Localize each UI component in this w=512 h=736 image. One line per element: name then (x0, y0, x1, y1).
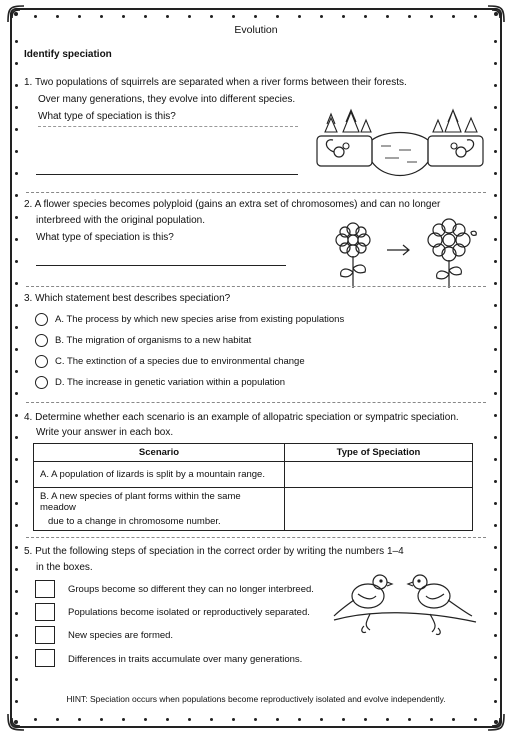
step-text-2: Populations become isolated or reproductively separated. (68, 607, 310, 618)
border-dot (15, 128, 18, 131)
border-dot (15, 216, 18, 219)
section-divider (26, 286, 486, 287)
scenario-b-line2: due to a change in chromosome number. (48, 516, 221, 527)
border-dot (320, 15, 323, 18)
border-dot (232, 718, 235, 721)
q1-answer-line[interactable] (36, 174, 298, 175)
step-box-2[interactable] (35, 603, 55, 621)
border-dot (474, 718, 477, 721)
birds-on-branch-illustration (330, 570, 480, 640)
border-dot (430, 15, 433, 18)
q2-answer-line[interactable] (36, 265, 286, 266)
step-box-4[interactable] (35, 649, 55, 667)
border-dot (15, 40, 18, 43)
corner-flourish-bottom-right (484, 710, 508, 734)
border-dot (15, 370, 18, 373)
q2-text-line1: 2. A flower species becomes polyploid (gains an extra set of chromosomes) and can no longer (24, 199, 441, 210)
step-text-4: Differences in traits accumulate over many generations. (68, 654, 303, 665)
q1-prompt: What type of speciation is this? (38, 111, 176, 122)
border-dot (494, 612, 497, 615)
border-dot (15, 524, 18, 527)
border-dot (34, 718, 37, 721)
section-divider (26, 537, 486, 538)
border-dot (494, 502, 497, 505)
answer-cell-b[interactable] (285, 488, 473, 531)
border-dot (15, 392, 18, 395)
border-dot (15, 656, 18, 659)
border-dot (188, 15, 191, 18)
border-dot (15, 678, 18, 681)
border-dot (386, 718, 389, 721)
border-dot (494, 348, 497, 351)
border-dot (342, 718, 345, 721)
border-dot (364, 718, 367, 721)
corner-flourish-bottom-left (4, 710, 28, 734)
border-dot (430, 718, 433, 721)
border-dot (232, 15, 235, 18)
scenario-a: A. A population of lizards is split by a mountain range. (34, 462, 285, 488)
border-dot (56, 718, 59, 721)
option-b-label[interactable]: B. The migration of organisms to a new habitat (55, 335, 252, 346)
border-dot (494, 392, 497, 395)
border-dot (342, 15, 345, 18)
section-heading: Identify speciation (24, 49, 112, 60)
q1-text-line1: 1. Two populations of squirrels are separated when a river forms between their forests. (24, 77, 407, 88)
border-dot (494, 370, 497, 373)
border-dot (210, 718, 213, 721)
border-dot (452, 718, 455, 721)
border-dot (320, 718, 323, 721)
border-dot (494, 656, 497, 659)
option-a-radio[interactable] (35, 313, 48, 326)
border-dot (166, 15, 169, 18)
border-dot (494, 150, 497, 153)
q3-text: 3. Which statement best describes speciation? (24, 293, 231, 304)
border-dot (15, 436, 18, 439)
border-dot (15, 590, 18, 593)
border-dot (144, 15, 147, 18)
squirrels-river-illustration (315, 100, 485, 182)
border-dot (494, 128, 497, 131)
corner-flourish-top-right (484, 2, 508, 26)
border-dot (15, 546, 18, 549)
border-dot (15, 348, 18, 351)
border-dot (166, 718, 169, 721)
option-b-radio[interactable] (35, 334, 48, 347)
border-dot (494, 62, 497, 65)
border-dot (494, 524, 497, 527)
border-dot (15, 62, 18, 65)
border-dot (15, 612, 18, 615)
border-dot (494, 194, 497, 197)
q1-text-line2: Over many generations, they evolve into different species. (38, 94, 296, 105)
step-box-3[interactable] (35, 626, 55, 644)
border-dot (494, 590, 497, 593)
border-dot (494, 436, 497, 439)
q4-text-line1: 4. Determine whether each scenario is an example of allopatric speciation or sympatric speciation. (24, 412, 459, 423)
border-dot (494, 568, 497, 571)
border-dot (494, 458, 497, 461)
hint-text: HINT: Speciation occurs when populations become reproductively isolated and evolve independently. (66, 694, 446, 704)
section-divider (26, 192, 486, 193)
border-dot (15, 414, 18, 417)
q5-text-line1: 5. Put the following steps of speciation in the correct order by writing the numbers 1–4 (24, 546, 404, 557)
border-dot (474, 15, 477, 18)
border-dot (34, 15, 37, 18)
option-c-radio[interactable] (35, 355, 48, 368)
border-dot (494, 326, 497, 329)
border-dot (100, 15, 103, 18)
step-text-3: New species are formed. (68, 630, 174, 641)
scenario-b (34, 488, 285, 531)
border-dot (15, 194, 18, 197)
border-dot (408, 718, 411, 721)
border-dot (15, 568, 18, 571)
border-dot (188, 718, 191, 721)
border-dot (122, 718, 125, 721)
border-dot (494, 678, 497, 681)
border-dot (494, 172, 497, 175)
table-header-scenario: Scenario (34, 444, 285, 462)
table-row (34, 462, 473, 488)
border-dot (494, 106, 497, 109)
border-dot (15, 480, 18, 483)
border-dot (298, 15, 301, 18)
table-header-type: Type of Speciation (285, 444, 473, 462)
border-dot (15, 502, 18, 505)
border-dot (78, 718, 81, 721)
option-d-label[interactable]: D. The increase in genetic variation within a population (55, 377, 286, 388)
border-dot (15, 458, 18, 461)
option-c-label[interactable]: C. The extinction of a species due to environmental change (55, 356, 305, 367)
border-dot (408, 15, 411, 18)
border-dot (494, 414, 497, 417)
border-dot (494, 304, 497, 307)
corner-flourish-top-left (4, 2, 28, 26)
q2-text-line2: interbreed with the original population. (36, 215, 205, 226)
border-dot (494, 282, 497, 285)
border-dot (15, 172, 18, 175)
border-dot (15, 326, 18, 329)
border-dot (122, 15, 125, 18)
border-dot (494, 40, 497, 43)
step-box-1[interactable] (35, 580, 55, 598)
border-dot (494, 634, 497, 637)
border-dot (100, 718, 103, 721)
border-dot (494, 238, 497, 241)
scenario-b-line1: B. A new species of plant forms within the same meadow (40, 491, 241, 513)
section-divider (26, 402, 486, 403)
border-dot (56, 15, 59, 18)
border-dot (15, 106, 18, 109)
border-dot (494, 260, 497, 263)
polyploid-flower-illustration (325, 220, 485, 292)
border-dot (15, 282, 18, 285)
border-dot (78, 15, 81, 18)
border-dot (15, 634, 18, 637)
step-text-1: Groups become so different they can no longer interbreed. (68, 584, 314, 595)
answer-cell-a[interactable] (285, 462, 473, 488)
border-dot (364, 15, 367, 18)
border-dot (276, 15, 279, 18)
border-dot (494, 216, 497, 219)
border-dot (298, 718, 301, 721)
border-dot (15, 150, 18, 153)
border-dot (386, 15, 389, 18)
border-dot (452, 15, 455, 18)
border-dot (494, 84, 497, 87)
border-dot (494, 480, 497, 483)
option-a-label[interactable]: A. The process by which new species arise from existing populations (55, 314, 345, 325)
page-title: Evolution (234, 24, 278, 36)
border-dot (15, 84, 18, 87)
option-d-radio[interactable] (35, 376, 48, 389)
table-row (34, 488, 473, 531)
border-dot (144, 718, 147, 721)
border-dot (15, 304, 18, 307)
border-dot (15, 238, 18, 241)
border-dot (254, 15, 257, 18)
q5-text-line2: in the boxes. (36, 562, 93, 573)
border-dot (210, 15, 213, 18)
q2-prompt: What type of speciation is this? (36, 232, 174, 243)
border-dot (494, 546, 497, 549)
q1-prompt-underline (38, 126, 298, 128)
border-dot (15, 260, 18, 263)
border-dot (254, 718, 257, 721)
q4-text-line2: Write your answer in each box. (36, 427, 174, 438)
speciation-table (33, 443, 473, 531)
border-dot (276, 718, 279, 721)
